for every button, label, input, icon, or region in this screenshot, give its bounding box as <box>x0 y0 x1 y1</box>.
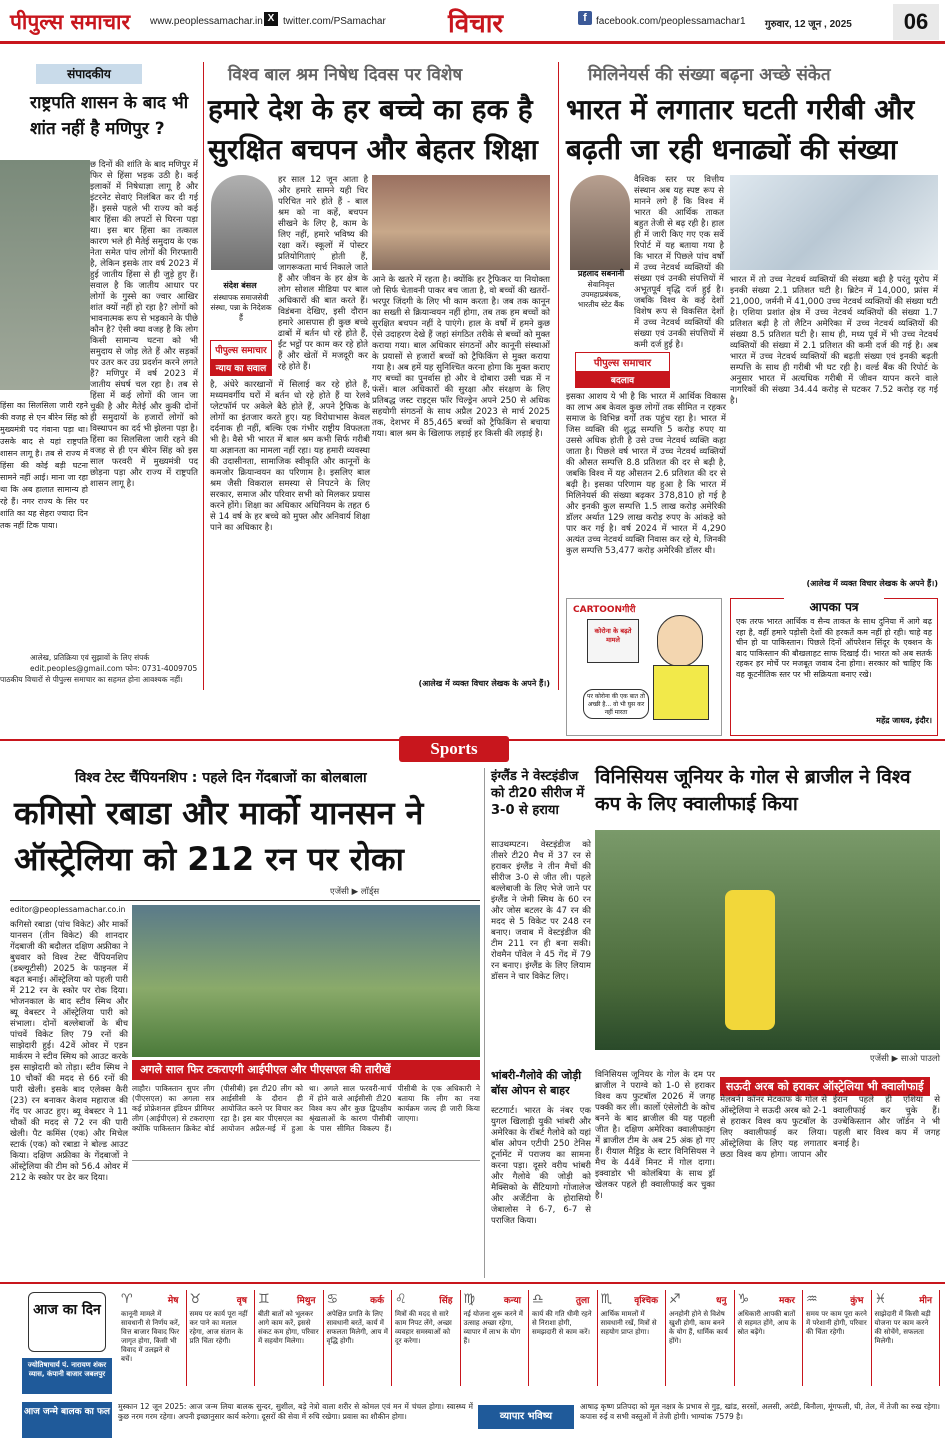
side2-sub-headline: सऊदी अरब को हराकर ऑस्ट्रेलिया भी क्वालीफाई <box>720 1077 930 1096</box>
article1-author-name: संदेश बंसल <box>223 281 257 290</box>
side1-body: साउथम्पटन। वेस्टइंडीज को तीसरे टी20 मैच में 37 रन से हराकर इंग्लैंड ने तीन मैचों की सीरीज 3-0 से जीत ली। पहले बल्लेबाजी के लिए भेजे जाने पर इंग्लैंड ने जेमी स्मिथ के 60 रन और जोस बटलर के 47 रन की मदद से 5 विकेट पर 248 रन बनाए। जवाब में वेस्टइंडीज की टीम 211 रन ही बना सकी। रोवमैन पॉवेल ने 45 गेंद में 79 रन बनाए। इंग्लैंड के लिए लियाम डॉसन ने चार विकेट लिए। <box>491 840 591 982</box>
business-label: व्यापार भविष्य <box>478 1405 574 1429</box>
rashi-cell <box>461 1290 530 1386</box>
website-link[interactable]: www.peoplessamachar.in <box>150 16 263 27</box>
article2-col1: वैश्विक स्तर पर वित्तीय संस्थान अब यह स्पष्ट रूप से मानने लगे हैं कि विश्व में भारत की आर्थिक ताकत बहुत तेजी से बढ़ रही है। हाल ही में जारी किए गए एक सर्वे रिपोर्ट में यह बताया गया है कि भारत में पिछले पांच वर्षों में उच्च नेटवर्थ व्यक्तियों की संख्या एवं उनकी संपत्तियों में अभूतपूर्व वृद्धि दर्ज हुई है। जबकि विश्व के कई देशों विशेष रूप से विकसित देशों में उच्च नेटवर्थ व्यक्तियों की संख्या एवं उनकी संपत्तियों में कमी दर्ज हुई है। <box>634 175 724 350</box>
article1-author-photo <box>211 175 273 270</box>
column-divider <box>484 768 485 1278</box>
rashi-name: मकर <box>779 1295 795 1306</box>
zodiac-icon <box>872 1290 940 1308</box>
letters-signature: महेंद्र जाधव, इंदौर। <box>876 716 932 725</box>
rashi-text: अधिकारी आपकी बातों से सहमत होंगे, आय के स्रोत बढ़ेंगे। <box>737 1310 797 1336</box>
zodiac-glyph-icon: ♉ <box>189 1291 202 1307</box>
article2-headline: भारत में लगातार घटती गरीबी और बढ़ती जा रही धनाढ्यों की संख्या <box>566 93 915 166</box>
rashi-name: मेष <box>167 1295 179 1306</box>
zodiac-icon <box>598 1290 666 1308</box>
cartoon-speech-bubble: पर कोरोना की एक बात तो अच्छी है... वो भी घुस कर नहीं मारता <box>583 689 649 719</box>
cartoon-panel <box>566 598 722 736</box>
horoscope-astrologer: ज्योतिषाचार्य पं. नारायण शंकर व्यास, कंपानी बाजार जबलपुर <box>22 1358 112 1394</box>
editorial-footer-email[interactable]: edit.peoples@gmail.com फोन: 0731-4009705 <box>30 664 198 673</box>
editorial-photo <box>0 160 90 390</box>
letters-body: एक तरफ भारत आर्थिक व सैन्य ताकत के साथ दुनिया में आगे बढ़ रहा है, वहीं हमारे पड़ोसी देशों की हरकतें कम नहीं हो रही। चाहे वह चीन हो या पाकिस्तान। पिछले दिनों ऑपरेशन सिंदूर के एक्शन के बाद पाकिस्तान की बौखलाहट साफ दिखाई दी। भारत को अब सतर्क रहकर हर मोर्चे पर मजबूत जवाब देना होगा। सरकार को चाहिए कि वह कूटनीतिक स्तर पर भी सक्रियता बनाए रखे। <box>736 617 932 679</box>
x-icon: X <box>264 12 278 26</box>
issue-date: गुरुवार, 12 जून , 2025 <box>765 19 852 30</box>
rashi-cell <box>255 1290 324 1386</box>
sports-main-byline: एजेंसी ▶ लॉर्ड्स <box>330 887 380 897</box>
rashi-text: अपेक्षित प्रगति के लिए सावधानी बरतें, कार्य में सफलता मिलेगी, आय में वृद्धि होगी। <box>326 1310 388 1345</box>
page-number: 06 <box>893 4 939 40</box>
masthead <box>0 0 945 44</box>
rashi-name: कुंभ <box>850 1295 864 1306</box>
side2-sub-body: मेलबर्न। कॉनर मेटकाफ के गोल से ऑस्ट्रेलिया ने सऊदी अरब को 2-1 से हराकर विश्व कप फुटबॉल के लिए क्वालीफाई कर लिया। ऑस्ट्रेलिया के लिए यह लगातार छठा विश्व कप होगा। जापान और ईरान पहले ही एशिया से क्वालीफाई कर चुके हैं। उज्बेकिस्तान और जॉर्डन ने भी पहली बार विश्व कप में जगह बनाई है। <box>720 1095 940 1160</box>
side2-byline: एजेंसी ▶ साओ पाउलो <box>870 1054 940 1064</box>
rashi-text: समय पर काम पूरा करने में परेशानी होगी, परिवार की चिंता रहेगी। <box>806 1310 867 1336</box>
side1-headline: इंग्लैंड ने वेस्टइंडीज को टी20 सीरीज में 3-0 से हराया <box>491 769 585 818</box>
facebook-icon: f <box>578 11 592 25</box>
article1-photo-brickkiln <box>372 175 550 270</box>
rashi-name: सिंह <box>439 1295 453 1306</box>
rashi-text: मित्रों की मदद से सारे काम निपट लेंगे, अच्छा व्यवहार समस्याओं को दूर करेगा। <box>395 1310 452 1345</box>
rashi-cell <box>187 1290 256 1386</box>
article2-author-title: सेवानिवृत्त उपमहाप्रबंधक, भारतीय स्टेट बैंक <box>577 280 625 309</box>
side1-sub-body: स्टटगार्ट। भारत के नंबर एक युगल खिलाड़ी युकी भांबरी और अमेरिका के रॉबर्ट गैलोवे को यहां बॉस ओपन एटीपी 250 टेनिस टूर्नामेंट में पराजय का सामना करना पड़ा। दूसरे वरीय भांबरी और गैलोवे की जोड़ी को मैक्सिको के सैंटियागो गोंजालेज और अर्जेंटीना के होरासियो जेबालोस ने 6-7, 6-7 से पराजित किया। <box>491 1106 591 1226</box>
zodiac-glyph-icon: ♐ <box>669 1291 681 1307</box>
letters-title: आपका पत्र <box>784 598 884 615</box>
rashi-text: अनहोनी होने से विशेष खुशी होगी, काम बनने के योग हैं, धार्मिक कार्य होंगे। <box>669 1310 728 1345</box>
editorial-tag: संपादकीय <box>36 64 142 84</box>
business-text: आषाढ़ कृष्ण प्रतिपदा को मूल नक्षत्र के प्रभाव से गुड़, खांड, सरसों, अलसी, अरंडी, बिनौला, मूंगफली, घी, तेल, में तेजी का रुख रहेगा। कपास रुई व सभी वस्तुओं में तेजी होगी। भाग्यांक 7579 है। <box>580 1402 940 1421</box>
badge-title: बदलाव <box>576 371 669 388</box>
rashi-cell <box>803 1290 872 1386</box>
zodiac-icon <box>529 1290 597 1308</box>
article1-col3: आने के खतरे में रहता है। क्योंकि हर ट्रैफिकर या नियोक्ता जो सिर्फ चेतावनी पाकर बच जाता है, वो बच्चों की खतरों-भरपूर जिंदगी के लिए भी काम करता है। जब तक कानून का सख्ती से क्रियान्वयन नहीं होगा, तब तक हम बच्चों को सुरक्षित बचपन नहीं दे पाएंगे। हाल के वर्षों में हमने कुछ ऐसे उदाहरण देखे हैं जहां संगठित तरीके से बच्चों को मुक्त कराया गया। बाल अधिकार संगठनों और कानूनी संस्थाओं के प्रयासों से हजारों बच्चों को ट्रैफिकिंग से मुक्त कराया गया है। अब हमें यह सुनिश्चित करना होगा कि मुक्त कराए गए बच्चों का पुनर्वास हो और वे दोबारा उसी चक्र में न फंसें। बाल अधिकारों की सुरक्षा और संरक्षण के लिए प्रतिबद्ध जस्ट राइट्स फॉर चिल्ड्रेन अपने 250 से अधिक सहयोगी संगठनों के साथ अप्रैल 2023 से मार्च 2025 तक, देशभर में 85,465 बच्चों को ट्रैफिकिंग से बचाया गया। बाल श्रम के खिलाफ लड़ाई हर किसी की लड़ाई है। <box>372 275 550 439</box>
rashi-name: कन्या <box>503 1295 521 1306</box>
zodiac-icon <box>735 1290 803 1308</box>
rashi-name: कर्क <box>370 1295 384 1306</box>
column-divider <box>558 62 559 690</box>
zodiac-icon <box>666 1290 734 1308</box>
editorial-footer-1: आलेख, प्रतिक्रिया एवं सुझावों के लिए संपर्क <box>30 653 150 662</box>
horoscope-title: आज का दिन <box>28 1292 106 1352</box>
facebook-link[interactable]: facebook.com/peoplessamachar1 <box>596 16 746 27</box>
editorial-footer-disclaimer: पाठकीय विचारों से पीपुल्स समाचार का सहमत होना आवश्यक नहीं। <box>0 675 183 684</box>
article2-photo-wealth <box>730 175 938 270</box>
letters-box <box>730 598 938 736</box>
rashi-text: साझेदारी में किसी बड़ी योजना पर काम करने की सोचेंगे, सफलता मिलेगी। <box>874 1310 931 1345</box>
rashi-row <box>118 1290 940 1390</box>
cartoon-sign: कोरोना के बढ़ते मामले <box>587 619 639 663</box>
zodiac-glyph-icon: ♈ <box>121 1291 133 1307</box>
newspaper-logo: पीपुल्स समाचार <box>10 10 131 34</box>
rashi-cell <box>666 1290 735 1386</box>
sports-main-headline: कगिसो रबाडा और मार्को यानसन ने ऑस्ट्रेलिया को 212 रन पर रोका <box>14 794 424 878</box>
twitter-link[interactable]: twitter.com/PSamachar <box>283 16 386 27</box>
cartoon-shirt <box>653 665 709 720</box>
rashi-name: वृश्चिक <box>634 1295 658 1306</box>
rashi-text: नई योजना शुरू करने में उत्साह अच्छा रहेगा, व्यापार में लाभ के योग हैं। <box>463 1310 523 1345</box>
zodiac-icon <box>118 1290 186 1308</box>
article1-col1: हर साल 12 जून आता है और हमारे सामने यही चिर परिचित नारे होते हैं - बाल श्रम को ना कहें, बचपन सीखने के लिए है, काम के लिए नहीं, हमारे भविष्य की रक्षा करें। स्कूलों में पोस्टर प्रतियोगिताएं होती हैं, जागरूकता मार्च निकाले जाते हैं और जीवन के हर क्षेत्र के लोग सोशल मीडिया पर बाल अधिकारों की बात करते हैं। विडंबना देखिए, इसी दौरान हमारे आसपास ही कुछ बच्चे ढाबों में बर्तन धो रहे होते हैं, ईंट भट्ठों पर काम कर रहे होते हैं और खेतों में मजदूरी कर रहे होते हैं। <box>278 175 368 372</box>
zodiac-glyph-icon: ♍ <box>463 1291 476 1307</box>
born-text: मुस्कान 12 जून 2025: आज जन्म लिया बालक सुन्दर, सुशील, बड़े नेत्रो वाला शरीर से कोमल एवं मन में चंचल होगा। स्वास्थ्य में कुछ नरम गरम रहेगा। अपनी इच्छानुसार कार्य करेगा। दूसरों की सेवा में रुचि रखेगा। प्रवास का शौकीन होगा। <box>118 1402 473 1421</box>
side1-sub-headline: भांबरी-गैलोवे की जोड़ी बॉस ओपन से बाहर <box>491 1069 582 1097</box>
article2-closing: (आलेख में व्यक्त विचार लेखक के अपने हैं।) <box>806 579 938 588</box>
zodiac-glyph-icon: ♋ <box>326 1291 339 1307</box>
rashi-cell <box>118 1290 187 1386</box>
zodiac-icon <box>324 1290 392 1308</box>
rashi-cell <box>392 1290 461 1386</box>
zodiac-glyph-icon: ♒ <box>806 1291 818 1307</box>
player-figure <box>725 890 775 1030</box>
zodiac-glyph-icon: ♓ <box>874 1291 887 1307</box>
sports-label: Sports <box>399 736 509 762</box>
side2-headline: विनिसियस जूनियर के गोल से ब्राजील ने विश्व कप के लिए क्वालीफाई किया <box>595 766 911 815</box>
inner-story-headline: अगले साल फिर टकराएगी आईपीएल और पीएसएल की तारीखें <box>132 1060 480 1080</box>
article1-column-badge <box>210 340 272 376</box>
side2-body: विनिसियस जूनियर के गोल के दम पर ब्राजील ने पराग्वे को 1-0 से हराकर विश्व कप फुटबॉल 2026 में जगह पक्की कर ली। कार्लो एंसेलोटी के कोच बनने के बाद ब्राजील की यह पहली जीत है। दक्षिण अमेरिका क्वालीफाइंग में ब्राजील टीम के अब 25 अंक हो गए हैं। रीयाल मैड्रिड के स्टार विनिसियस ने मैच के 44वें मिनट में गोल दागा। इक्वाडोर भी कोलंबिया के साथ ड्रॉ खेलकर पहले ही क्वालीफाई कर चुका है। <box>595 1070 715 1201</box>
article1-headline: हमारे देश के हर बच्चे का हक है सुरक्षित बचपन और बेहतर शिक्षा <box>208 93 538 166</box>
badge-logo: पीपुल्स समाचार <box>593 358 652 369</box>
zodiac-glyph-icon: ♊ <box>258 1291 270 1307</box>
article1-closing: (आलेख में व्यक्त विचार लेखक के अपने हैं।) <box>418 679 550 688</box>
cartoon-label: CARTOONगीरी <box>573 605 636 615</box>
photo-vinicius-celebration <box>595 830 940 1050</box>
zodiac-glyph-icon: ♎ <box>532 1291 544 1307</box>
sports-main-email[interactable]: editor@peoplessamachar.co.in <box>10 905 126 914</box>
badge-title: न्याय का सवाल <box>211 359 271 376</box>
zodiac-icon <box>255 1290 323 1308</box>
article1-author-title: संस्थापक समाजसेवी संस्था, पन्ना के निदेशक हैं <box>210 293 272 322</box>
article2-author-name: प्रहलाद सबनानी <box>577 269 625 278</box>
column-divider <box>203 62 204 690</box>
zodiac-icon <box>803 1290 871 1308</box>
badge-logo: पीपुल्स समाचार <box>215 346 267 356</box>
editorial-body: छ दिनों की शांति के बाद मणिपुर में फिर से हिंसा भड़क उठी है। कई इलाकों में निषेधाज्ञा लागू है और इंटरनेट सेवाएं निलंबित कर दी गई हैं। इससे पहले भी राज्य को कई बार हिंसा की लपटों से घिरना पड़ा था। इस बार हिंसा का तत्काल कारण भले ही मैतेई समुदाय के एक नेता समेत पांच लोगों की गिरफ्तारी है, लेकिन इसके तार वर्ष 2023 में हुई जातीय हिंसा से ही जुड़े हुए हैं। सवाल है कि जातीय आधार पर लोगों के गुस्से का ज्वार आखिर शांत क्यों नहीं हो रहा है? लोगों को भावनात्मक रूप से भड़काने के पीछे कौन है? ऐसी क्या वजह है कि लोग किसी सामान्य घटना को भी समुदाय से जोड़ लेते हैं और सड़कों पर उतर कर उग्र प्रदर्शन करने लगते हैं? मणिपुर में वर्ष 2023 में जातीय संघर्ष चल रहा है। तब से हिंसा में कई लोगों की जान जा चुकी है और मैतेई और कुकी दोनों ही समुदायों के हजारों लोगों को विस्थापन का दर्द भी झेलना पड़ा है। हिंसा का सिलसिला जारी रहने की वजह से ही एन बीरेन सिंह को इस साल फरवरी में मुख्यमंत्री पद छोड़ना पड़ा और राज्य में राष्ट्रपति शासन लागू है। <box>90 160 198 489</box>
rashi-text: कार्य की गति धीमी रहने से निराशा होगी, समझदारी से काम करें। <box>532 1310 592 1336</box>
rashi-name: तुला <box>575 1295 590 1306</box>
rashi-cell <box>735 1290 804 1386</box>
sports-main-kicker: विश्व टेस्ट चैंपियनशिप : पहले दिन गेंदबाजों का बोलबाला <box>75 770 367 786</box>
inner-story-body: लाहौर। पाकिस्तान सुपर लीग (पीएसएल) का अगला सत्र कई प्रोफ्रेशनल इंडियन प्रीमियर लीग (आईपीएल) से टकराएगा क्योंकि पाकिस्तान क्रिकेट बोर्ड (पीसीबी) इस टी20 लीग को आईसीसी के दौरान ही आयोजित करने पर विचार कर रहा है। इस बार पीएसएल का आयोजन अप्रैल-मई में हुआ था। अगले साल फरवरी-मार्च में होने वाले आईसीसी टी20 विश्व कप और कुछ द्विपक्षीय श्रृंखलाओं के कारण पीसीबी के पास सीमित विकल्प हैं। पीसीबी के एक अधिकारी ने बताया कि लीग का नया कार्यक्रम जल्द ही जारी किया जाएगा। <box>132 1084 480 1133</box>
photo-rabada-celebration <box>132 905 480 1057</box>
editorial-sidebar: हिंसा का सिलसिला जारी रहने की वजह से एन बीरेन सिंह को मुख्यमंत्री पद गंवाना पड़ा था। उसके बाद से यहां राष्ट्रपति शासन लागू है। तब से राज्य में हिंसा की कोई बड़ी घटना सामने नहीं आई। माना जा रहा था कि अब हालात सामान्य हो रहे हैं। नगर राज्य के सिर पर शांति का यह सेहरा ज्यादा दिन तक नहीं टिक पाया। <box>0 401 88 530</box>
zodiac-glyph-icon: ♌ <box>395 1291 407 1307</box>
rashi-cell <box>598 1290 667 1386</box>
rule <box>10 900 480 901</box>
zodiac-icon <box>187 1290 255 1308</box>
rashi-text: समय पर कार्य पूरा नहीं कर पाने का मलाल रहेगा, आज संतान के प्रति चिंता रहेगी। <box>189 1310 248 1345</box>
article2-column-badge <box>575 352 670 388</box>
rashi-name: मिथुन <box>297 1295 316 1306</box>
born-label: आज जन्मे बालक का फल <box>22 1402 112 1438</box>
zodiac-icon <box>392 1290 460 1308</box>
article1-kicker: विश्व बाल श्रम निषेध दिवस पर विशेष <box>228 65 463 85</box>
rashi-name: धनु <box>715 1295 727 1306</box>
article2-col2: इसका आशय ये भी है कि भारत में आर्थिक विकास का लाभ अब केवल कुछ लोगों तक सीमित न रहकर समाज के विभिन्न वर्गों तक पहुंच रहा है। भारत में जिस व्यक्ति की शुद्ध सम्पत्ति 5 करोड़ रुपए या उससे अधिक होती है उसे उच्च नेटवर्थ व्यक्ति कहा जाता है। पिछले वर्ष भारत में उच्च नेटवर्थ व्यक्तियों की औसत सम्पत्ति 8.8 प्रतिशत की दर से बढ़ी है, जबकि विश्व में यह औसतन 2.6 प्रतिशत की दर से बढ़ी है। इसका परिणाम यह हुआ है कि भारत में मिलिनेयर्स की संख्या बढ़कर 378,810 हो गई है और इनकी कुल सम्पत्ति 1.5 लाख करोड़ अमेरिकी डॉलर अर्थात 129 लाख करोड़ रुपए के आंकड़े को पार कर गई है। वर्ष 2024 में भारत में 4,290 अत्यंत उच्च नेटवर्थ व्यक्ति निवास कर रहे थे, जिनकी कुल सम्पत्ति 53,477 करोड़ अमेरिकी डॉलर थी। <box>566 392 726 556</box>
article1-col2: है, अंधेरे कारखानों में सिलाई कर रहे होते हैं, मध्यमवर्गीय घरों में बर्तन धो रहे होते हैं या रेलवे प्लेटफॉर्म पर अकेले बैठे होते हैं, अपने ट्रैफिक के लोगों का इंतजार करते हुए। यह विरोधाभास केवल दर्दनाक ही नहीं, बल्कि एक गंभीर राष्ट्रीय विफलता भी है। वैसे भी भारत में बाल श्रम कभी सिर्फ गरीबी या अज्ञानता का मामला नहीं रहा। यह हमारी व्यवस्था की उदासीनता, सामाजिक स्वीकृति और कानूनों के कमजोर क्रियान्वयन का परिणाम है। इसलिए बाल श्रम जैसी विकराल समस्या से निपटने के लिए सरकार, समाज और परिवार सभी को मिलकर प्रयास करने होंगे। शिक्षा का अधिकार अधिनियम के तहत 6 से 14 वर्ष के हर बच्चे को मुफ्त और अनिवार्य शिक्षा पाने का अधिकार है। <box>210 380 370 533</box>
article2-kicker: मिलिनेयर्स की संख्या बढ़ना अच्छे संकेत <box>588 65 831 85</box>
article2-col3: भारत में तो उच्च नेटवर्थ व्यक्तियों की संख्या बढ़ी है परंतु यूरोप में इनकी संख्या 2.1 प्रतिशत घटी है। ब्रिटेन में 14,000, फ्रांस में 21,000, जर्मनी में 41,000 उच्च नेटवर्थ व्यक्तियों की संख्या घटी है। एशिया प्रशांत क्षेत्र में उच्च नेटवर्थ व्यक्तियों की संख्या 1.7 प्रतिशत बढ़ी है तो लैटिन अमेरिका में उच्च नेटवर्थ व्यक्तियों की संख्या 8.5 प्रतिशत घटी है। साथ ही, मध्य पूर्व में भी उच्च नेटवर्थ व्यक्तियों की संख्या में 2.1 प्रतिशत की कमी दर्ज की गई है। अब भारत में उच्च नेटवर्थ व्यक्तियों की बढ़ती संख्या एवं इनकी बढ़ती सम्पत्ति के साथ ही गरीबी भी घट रही है। वर्ल्ड बैंक की रिपोर्ट के अनुसार भारत में अत्यधिक गरीबी में जीवन यापन करने वाले नागरिकों की संख्या 34.44 करोड़ से घटकर 7.52 करोड़ रह गई है। <box>730 275 938 406</box>
side2-sub-tag <box>720 1075 940 1094</box>
sports-main-body: कगिसो रबाडा (पांच विकेट) और मार्को यानसन (तीन विकेट) की शानदार गेंदबाजी की बदौलत दक्षिण अफ्रीका ने बुधवार को विश्व टेस्ट चैंपियनशिप (डब्ल्यूटीसी) 2025 के फाइनल में बढ़त बनाई। ऑस्ट्रेलिया को पहली पारी में 212 रन के स्कोर पर रोक दिया। भोजनकाल के बाद स्टीव स्मिथ और ब्यू वेबस्टर ने ऑस्ट्रेलिया पारी को संभाला। दोनों बल्लेबाजों के बीच पांचवें विकेट लिए 79 रनों की साझेदारी हुई। 42वें ओवर में एडन मार्करम ने स्टीव स्मिथ को आउट करके इस साझेदारी को तोड़ा। स्टीव स्मिथ ने 10 चौकों की मदद से 66 रनों की पारी खेली। इसके बाद एलेक्स कैरी (23) रन बनाकर केशव महाराज की गेंद पर आउट हुए। ब्यू वेबस्टर ने 11 चौकों की मदद से 72 रन की पारी खेली। पैट कमिंस (एक) और मिचेल स्टार्क (एक) को रबाडा ने बोल्ड आउट किया। दक्षिण अफ्रीका के गेंदबाजों ने ऑस्ट्रेलिया की टीम को 56.4 ओवर में 212 के स्कोर पर ढेर कर दिया। <box>10 920 128 1183</box>
rashi-cell <box>529 1290 598 1386</box>
rashi-text: आर्थिक मामलों में सावधानी रखें, मित्रों से सहयोग प्राप्त होगा। <box>600 1310 657 1336</box>
editorial-headline: राष्ट्रपति शासन के बाद भी शांत नहीं है मणिपुर ? <box>30 93 189 139</box>
rashi-cell <box>872 1290 941 1386</box>
rule <box>132 1160 480 1161</box>
zodiac-glyph-icon: ♏ <box>600 1291 613 1307</box>
section-title: विचार <box>448 9 504 39</box>
rashi-cell <box>324 1290 393 1386</box>
zodiac-glyph-icon: ♑ <box>737 1291 750 1307</box>
rashi-text: कानूनी मामले में सावधानी से निर्णय करें, वित्त बाजार विवाद फिर जागृत होगा, किसी भी विवाद में उलझने से बचें। <box>121 1310 180 1363</box>
rashi-text: बीती बातों को भूलकर आगे काम करें, इससे संकट कम होगा, परिवार में सहयोग मिलेगा। <box>258 1310 319 1345</box>
cartoon-character <box>657 615 703 667</box>
article2-author-photo <box>570 175 630 270</box>
zodiac-icon <box>461 1290 529 1308</box>
rashi-name: वृष <box>236 1295 247 1306</box>
rashi-name: मीन <box>919 1295 932 1306</box>
